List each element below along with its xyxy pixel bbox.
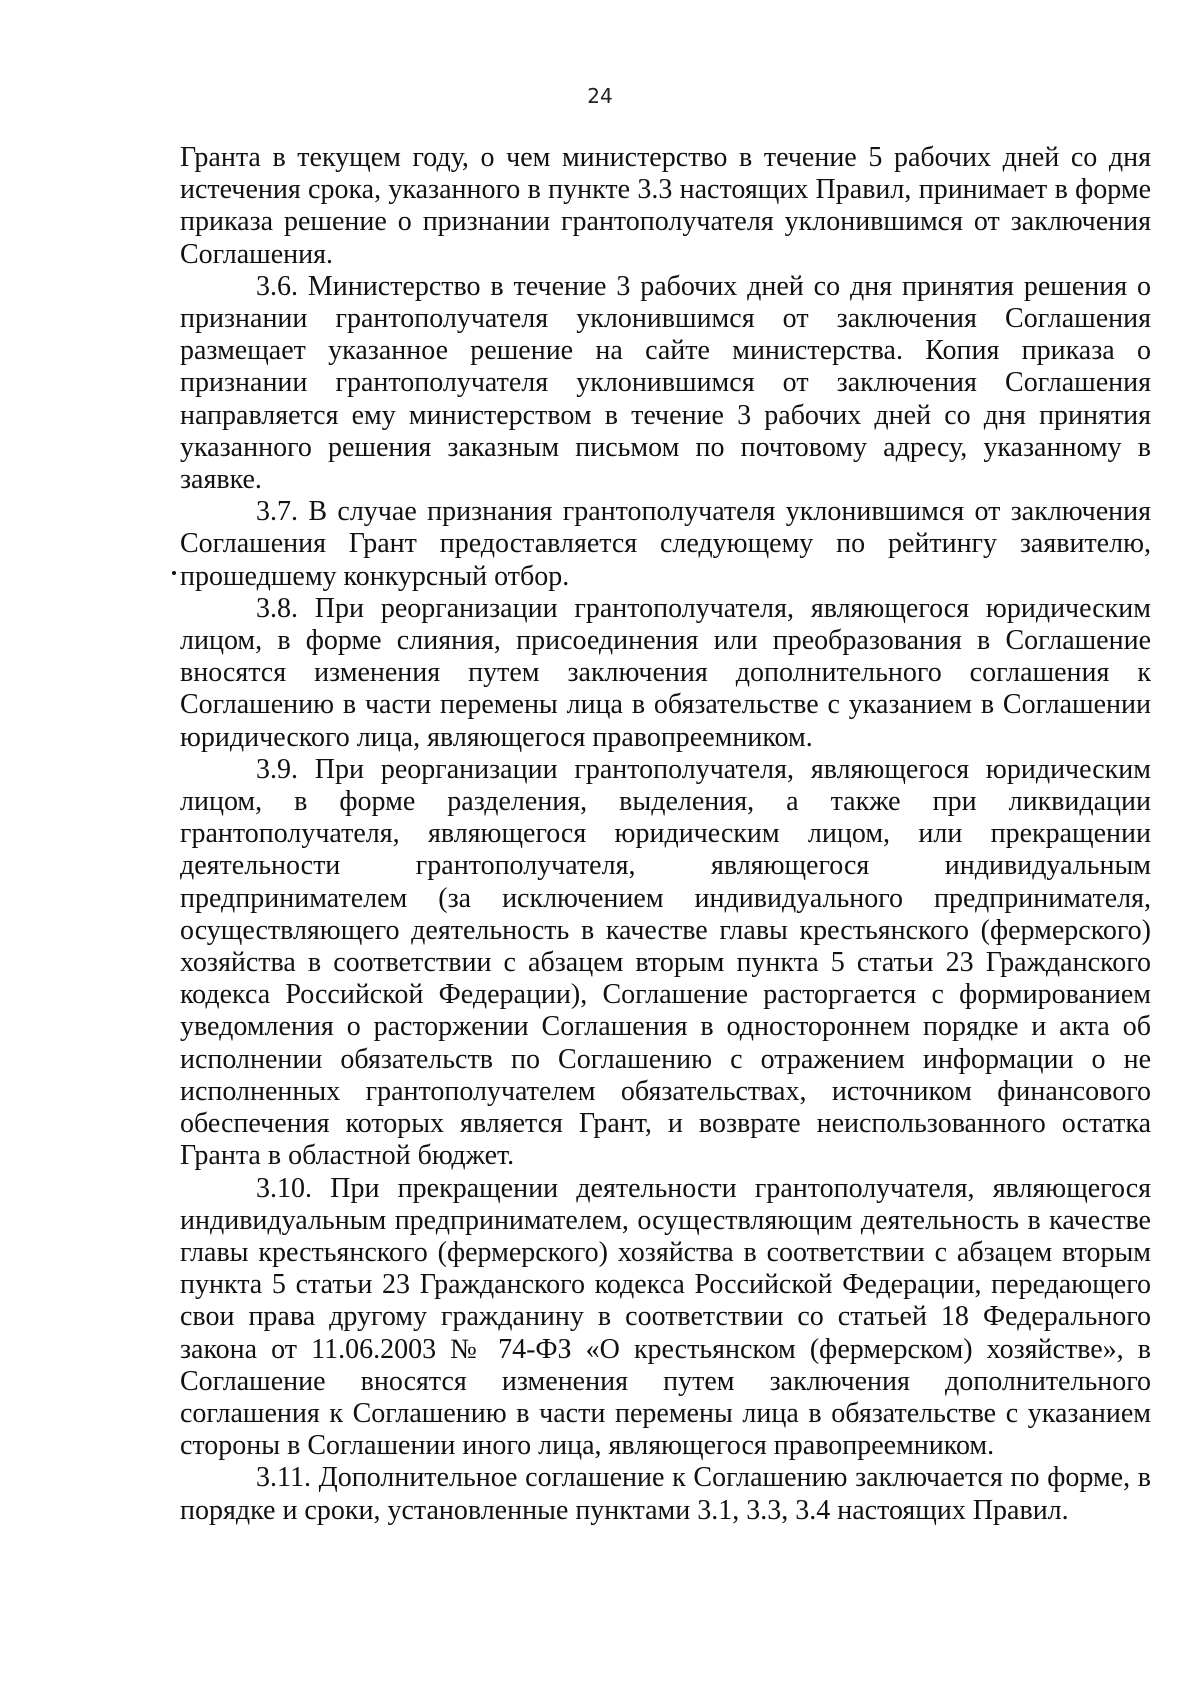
paragraph-3-6: 3.6. Министерство в течение 3 рабочих дней со дня принятия решения о признании грантополучателя уклонившимся от заключения Соглашения размещает указанное решение на сайте министерства. Копия приказа о признании грантополучателя уклонившимся от заключения Соглашения направляется ему министерством в течение 3 рабочих дней со дня принятия указанного решения заказным письмом по почтовому адресу, указанному в заявке. xyxy=(180,270,1151,496)
paragraph-3-9: 3.9. При реорганизации грантополучателя, являющегося юридическим лицом, в форме разделения, выделения, а также при ликвидации грантополучателя, являющегося юридическим лицом, или прекращении деятельности грантополучателя, являющегося индивидуальным предпринимателем (за исключением индивидуального предпринимателя, осуществляющего деятельность в качестве главы крестьянского (фермерского) хозяйства в соответствии с абзацем вторым пункта 5 статьи 23 Гражданского кодекса Российской Федерации), Соглашение расторгается с формированием уведомления о расторжении Соглашения в одностороннем порядке и акта об исполнении обязательств по Соглашению с отражением информации о не исполненных грантополучателем обязательствах, источником финансового обеспечения которых является Грант, и возврате неиспользованного остатка Гранта в областной бюджет. xyxy=(180,753,1151,1172)
scan-speck xyxy=(172,571,176,575)
paragraph-3-8: 3.8. При реорганизации грантополучателя, являющегося юридическим лицом, в форме слияния, присоединения или преобразования в Соглашение вносятся изменения путем заключения дополнительного соглашения к Соглашению в части перемены лица в обязательстве с указанием в Соглашении юридического лица, являющегося правопреемником. xyxy=(180,592,1151,753)
page-number: 24 xyxy=(587,84,613,108)
paragraph-3-7: 3.7. В случае признания грантополучателя уклонившимся от заключения Соглашения Грант предоставляется следующему по рейтингу заявителю, прошедшему конкурсный отбор. xyxy=(180,496,1151,592)
paragraph-3-11: 3.11. Дополнительное соглашение к Соглашению заключается по форме, в порядке и сроки, установленные пунктами 3.1, 3.3, 3.4 настоящих Правил. xyxy=(180,1462,1151,1526)
paragraph-3-10: 3.10. При прекращении деятельности грантополучателя, являющегося индивидуальным предпринимателем, осуществляющим деятельность в качестве главы крестьянского (фермерского) хозяйства в соответствии с абзацем вторым пункта 5 статьи 23 Гражданского кодекса Российской Федерации, передающего свои права другому гражданину в соответствии со статьей 18 Федерального закона от 11.06.2003 № 74-ФЗ «О крестьянском (фермерском) хозяйстве», в Соглашение вносятся изменения путем заключения дополнительного соглашения к Соглашению в части перемены лица в обязательстве с указанием стороны в Соглашении иного лица, являющегося правопреемником. xyxy=(180,1172,1151,1462)
paragraph-continuation: Гранта в текущем году, о чем министерство в течение 5 рабочих дней со дня истечения срока, указанного в пункте 3.3 настоящих Правил, принимает в форме приказа решение о признании грантополучателя уклонившимся от заключения Соглашения. xyxy=(180,142,1151,270)
document-body xyxy=(180,142,1151,1527)
